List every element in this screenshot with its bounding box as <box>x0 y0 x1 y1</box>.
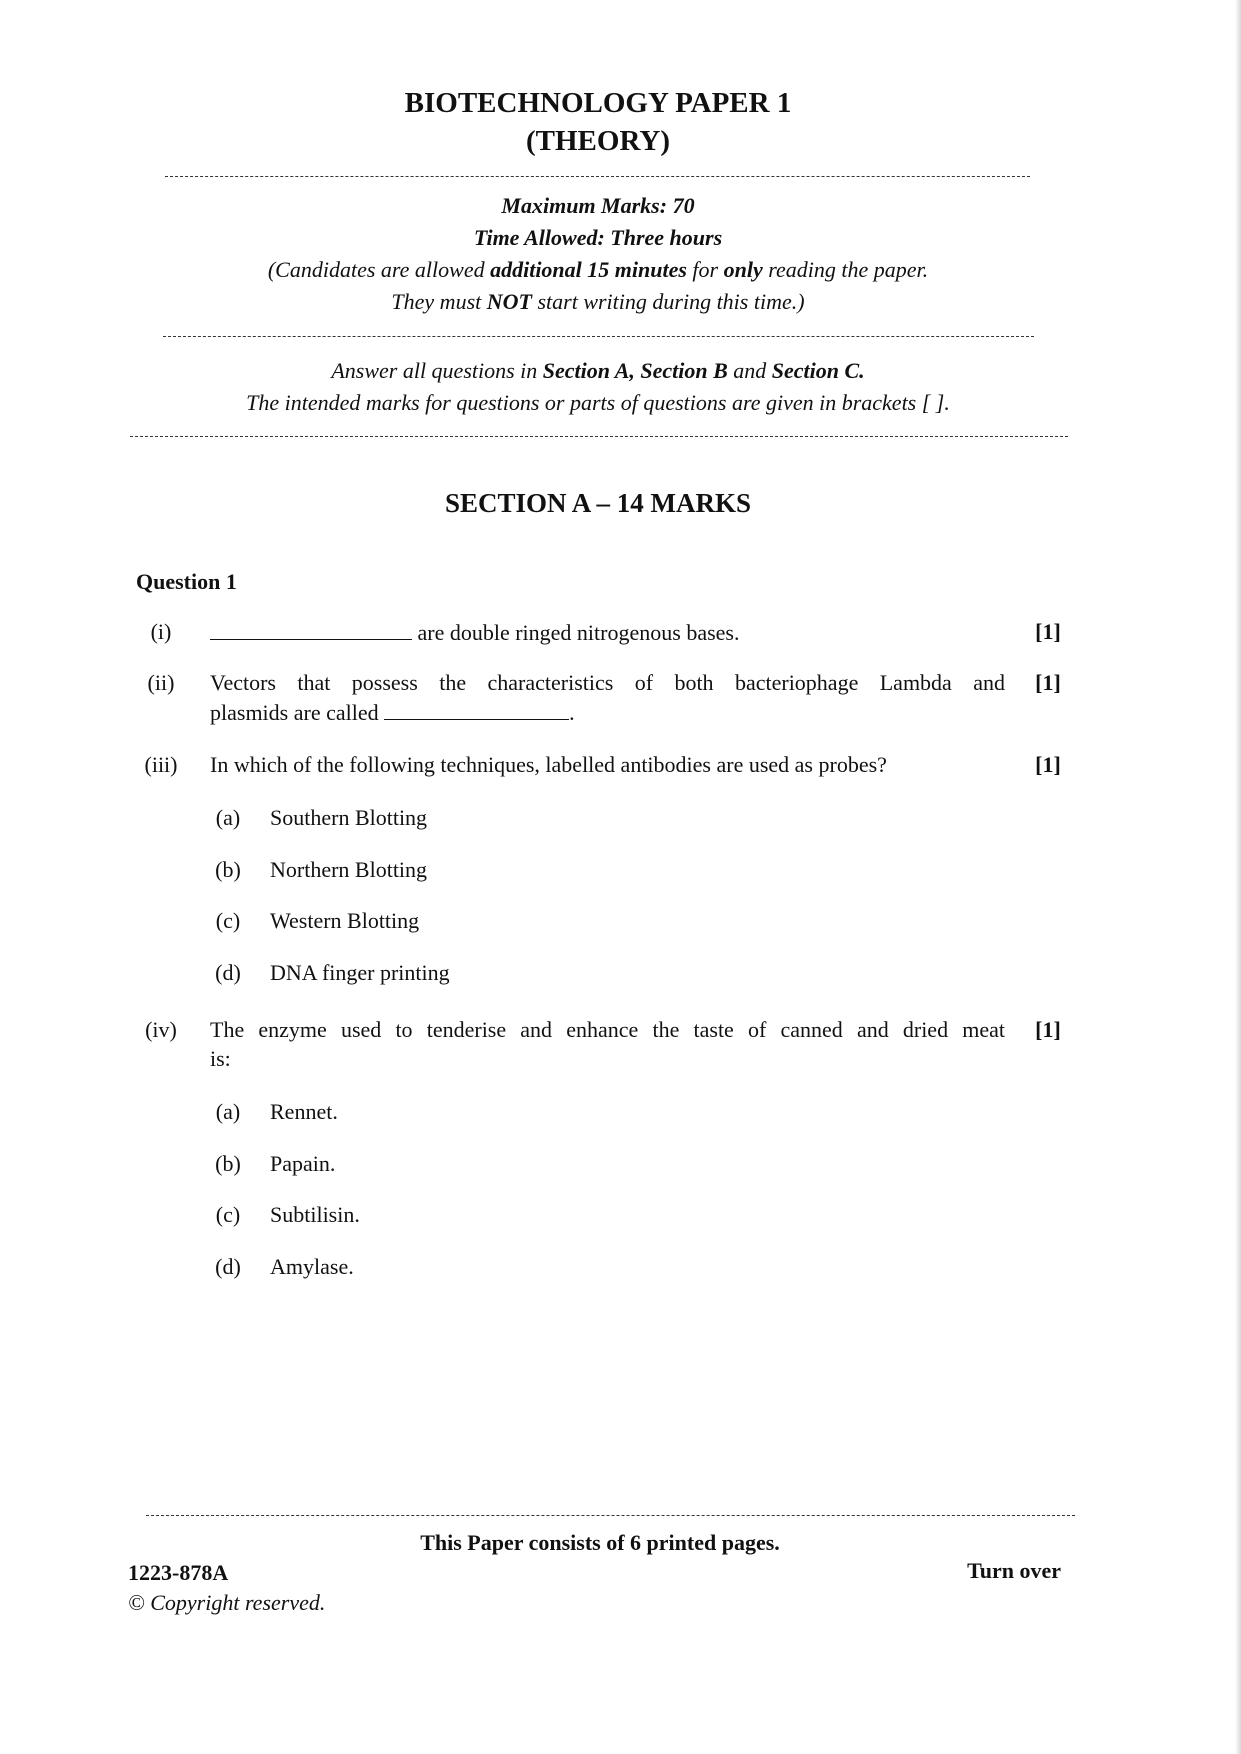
question-text-line2: plasmids are called . <box>210 697 575 727</box>
option-label: (b) <box>215 857 241 882</box>
reading-time-note: (Candidates are allowed additional 15 minutes for only reading the paper. <box>267 257 929 282</box>
question-number: (ii) <box>147 670 175 695</box>
option-text: Southern Blotting <box>270 805 428 830</box>
paper-code: 1223-878A <box>128 1560 229 1585</box>
pages-note: This Paper consists of 6 printed pages. <box>420 1530 780 1555</box>
option-text: Subtilisin. <box>270 1202 360 1227</box>
question-text-line1: Vectors that possess the characteristics of both bacteriophage Lambda and <box>210 670 1005 695</box>
option-label: (b) <box>215 1151 241 1176</box>
divider <box>130 436 1068 437</box>
question-text: are double ringed nitrogenous bases. <box>210 617 739 647</box>
question-mark: [1] <box>1035 670 1061 695</box>
copyright-notice: © Copyright reserved. <box>128 1590 326 1615</box>
title-line-1: BIOTECHNOLOGY PAPER 1 <box>404 87 792 119</box>
option-label: (d) <box>215 1254 241 1279</box>
question-number: (iv) <box>145 1017 177 1042</box>
question-mark: [1] <box>1035 752 1061 777</box>
scan-edge-shadow <box>1235 0 1241 1754</box>
fill-blank <box>384 697 569 720</box>
fill-blank <box>210 617 412 640</box>
section-heading: SECTION A – 14 MARKS <box>444 488 752 518</box>
writing-note: They must NOT start writing during this time.) <box>391 289 805 314</box>
option-label: (d) <box>215 960 241 985</box>
question-mark: [1] <box>1035 1017 1061 1042</box>
option-text: Papain. <box>270 1151 336 1176</box>
divider <box>165 176 1030 177</box>
question-label: Question 1 <box>136 569 237 594</box>
question-text: In which of the following techniques, labelled antibodies are used as probes? <box>210 752 887 777</box>
question-number: (i) <box>150 619 172 644</box>
divider <box>163 336 1034 337</box>
option-text: Western Blotting <box>270 908 420 933</box>
question-text-line1: The enzyme used to tenderise and enhance the taste of canned and dried meat <box>210 1017 1005 1042</box>
title-line-2: (THEORY) <box>526 125 670 157</box>
option-text: DNA finger printing <box>270 960 450 985</box>
question-text-line2: is: <box>210 1046 231 1071</box>
footer-divider <box>146 1515 1075 1516</box>
time-allowed: Time Allowed: Three hours <box>473 225 723 250</box>
instruction-sections: Answer all questions in Section A, Section B and Section C. <box>331 358 865 383</box>
paper-title <box>0 84 1196 160</box>
option-text: Amylase. <box>270 1254 354 1279</box>
turn-over-note: Turn over <box>967 1558 1061 1583</box>
instructions <box>0 355 1196 419</box>
exam-meta <box>0 190 1196 318</box>
option-text: Northern Blotting <box>270 857 428 882</box>
option-label: (a) <box>215 1099 241 1124</box>
option-label: (c) <box>215 908 241 933</box>
question-mark: [1] <box>1035 619 1061 644</box>
option-text: Rennet. <box>270 1099 338 1124</box>
max-marks: Maximum Marks: 70 <box>501 193 695 218</box>
question-number: (iii) <box>144 752 178 777</box>
option-label: (a) <box>215 805 241 830</box>
instruction-marks: The intended marks for questions or parts of questions are given in brackets [ ]. <box>246 390 950 415</box>
option-label: (c) <box>215 1202 241 1227</box>
